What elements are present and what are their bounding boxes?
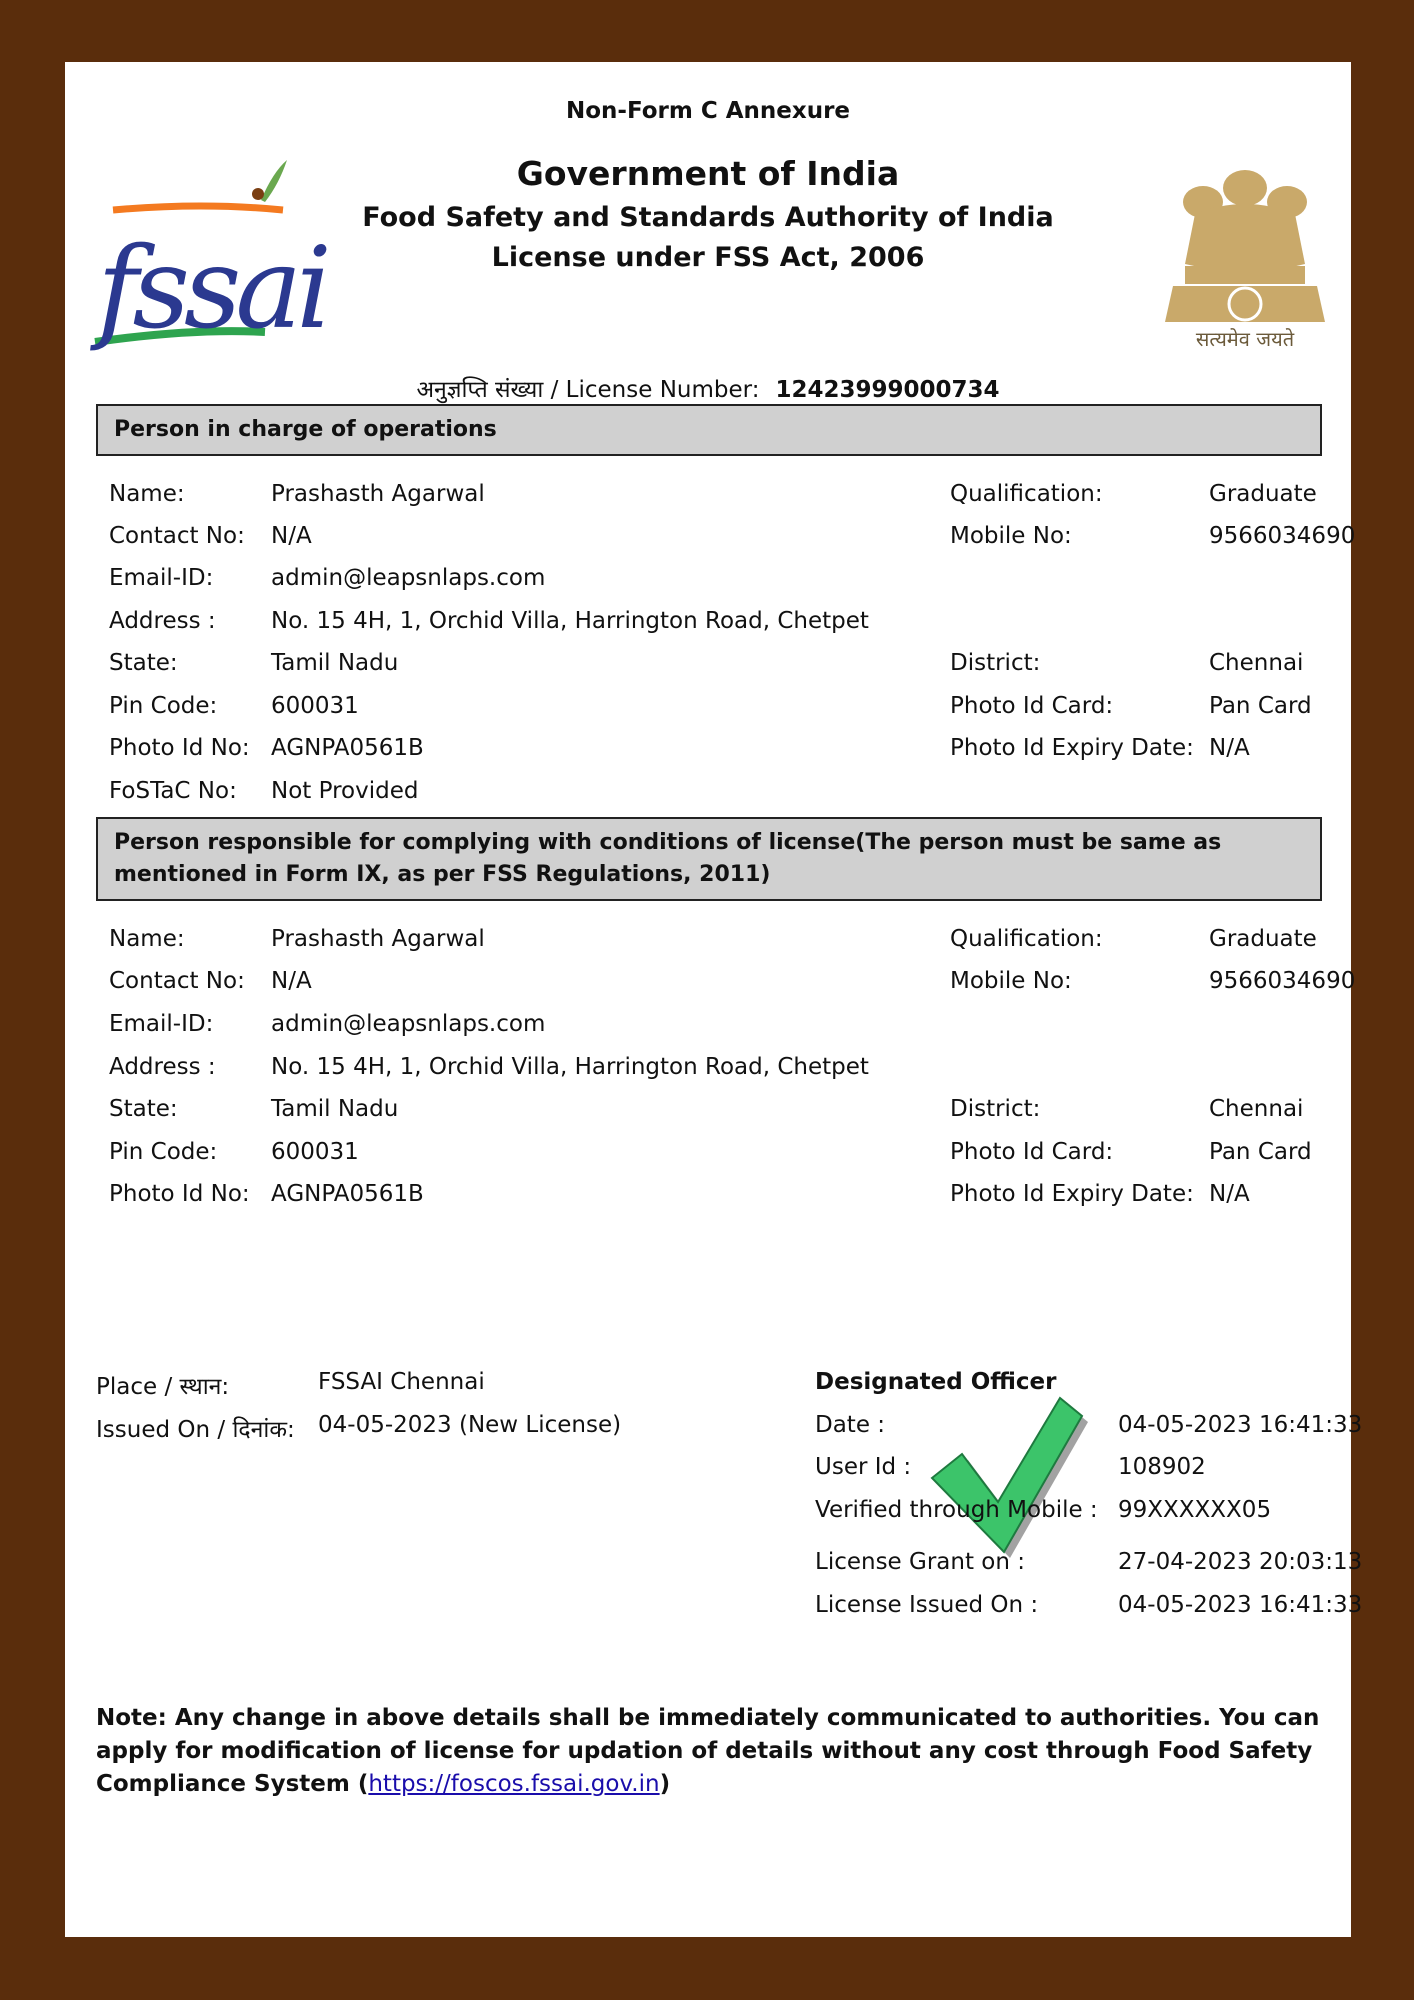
resp-photo-expiry-label: Photo Id Expiry Date: (950, 1181, 1194, 1207)
op-state-label: State: (109, 650, 178, 676)
officer-grant-label: License Grant on : (815, 1549, 1026, 1575)
issued-on-value: 04-05-2023 (New License) (318, 1412, 622, 1438)
op-address: No. 15 4H, 1, Orchid Villa, Harrington Road, Chetpet (271, 608, 869, 634)
op-pin: 600031 (271, 693, 359, 719)
op-contact-label: Contact No: (109, 523, 245, 549)
resp-email: admin@leapsnlaps.com (271, 1011, 546, 1037)
resp-contact: N/A (271, 968, 312, 994)
op-address-label: Address : (109, 608, 216, 634)
resp-pin: 600031 (271, 1139, 359, 1165)
resp-photo-card: Pan Card (1209, 1139, 1312, 1165)
officer-verified-label: Verified through Mobile : (815, 1497, 1098, 1523)
op-pin-label: Pin Code: (109, 693, 218, 719)
resp-photo-no: AGNPA0561B (271, 1181, 424, 1207)
act-title: License under FSS Act, 2006 (491, 242, 925, 273)
op-photo-expiry-label: Photo Id Expiry Date: (950, 735, 1194, 761)
op-fostac-label: FoSTaC No: (109, 778, 237, 804)
section-responsible-header: Person responsible for complying with conditions of license(The person must be same as mentioned in Form IX, as per FSS Regulations, 2011) (96, 817, 1322, 901)
resp-state: Tamil Nadu (271, 1096, 399, 1122)
op-state: Tamil Nadu (271, 650, 399, 676)
place-label: Place / स्थान: (96, 1374, 230, 1400)
officer-date: 04-05-2023 16:41:33 (1118, 1412, 1363, 1438)
op-district: Chennai (1209, 650, 1304, 676)
resp-email-label: Email-ID: (109, 1011, 214, 1037)
foscos-link[interactable]: https://foscos.fssai.gov.in (368, 1771, 660, 1797)
resp-state-label: State: (109, 1096, 178, 1122)
note-paragraph (96, 1702, 1326, 1801)
resp-mobile-label: Mobile No: (950, 968, 1072, 994)
emblem-base (1165, 286, 1325, 322)
officer-user-label: User Id : (815, 1454, 912, 1480)
op-district-label: District: (950, 650, 1041, 676)
place-value: FSSAI Chennai (318, 1369, 485, 1395)
resp-photo-card-label: Photo Id Card: (950, 1139, 1114, 1165)
resp-photo-no-label: Photo Id No: (109, 1181, 250, 1207)
resp-qualification: Graduate (1209, 926, 1317, 952)
resp-district: Chennai (1209, 1096, 1304, 1122)
officer-issued: 04-05-2023 16:41:33 (1118, 1592, 1363, 1618)
op-qualification: Graduate (1209, 481, 1317, 507)
note-close: ) (659, 1771, 671, 1797)
section-operations-header: Person in charge of operations (96, 404, 1322, 456)
op-contact: N/A (271, 523, 312, 549)
op-fostac: Not Provided (271, 778, 419, 804)
resp-address: No. 15 4H, 1, Orchid Villa, Harrington Road, Chetpet (271, 1054, 869, 1080)
note-text: Note: Any change in above details shall be immediately communicated to authorities. You can apply for modification of license for updation of details without any cost through Food Safety Compliance System ( (96, 1705, 1320, 1797)
annexure-title: Non-Form C Annexure (565, 98, 851, 124)
resp-district-label: District: (950, 1096, 1041, 1122)
government-title: Government of India (516, 154, 900, 193)
op-qualification-label: Qualification: (950, 481, 1103, 507)
op-photo-no-label: Photo Id No: (109, 735, 250, 761)
license-number-line (65, 372, 1351, 404)
emblem-motto: सत्यमेव जयते (1195, 327, 1295, 351)
resp-name: Prashasth Agarwal (271, 926, 485, 952)
license-number: 12423999000734 (775, 377, 1000, 403)
op-mobile-label: Mobile No: (950, 523, 1072, 549)
officer-user: 108902 (1118, 1454, 1206, 1480)
verified-check-icon (920, 1392, 1080, 1562)
op-mobile: 9566034690 (1209, 523, 1356, 549)
resp-contact-label: Contact No: (109, 968, 245, 994)
officer-grant: 27-04-2023 20:03:13 (1118, 1549, 1363, 1575)
op-email: admin@leapsnlaps.com (271, 565, 546, 591)
officer-verified: 99XXXXXX05 (1118, 1497, 1272, 1523)
officer-issued-label: License Issued On : (815, 1592, 1039, 1618)
license-page (65, 62, 1363, 1937)
op-name-label: Name: (109, 481, 185, 507)
authority-title: Food Safety and Standards Authority of India (362, 202, 1054, 233)
issued-on-label: Issued On / दिनांक: (96, 1417, 295, 1443)
resp-qualification-label: Qualification: (950, 926, 1103, 952)
resp-mobile: 9566034690 (1209, 968, 1356, 994)
resp-pin-label: Pin Code: (109, 1139, 218, 1165)
op-photo-card-label: Photo Id Card: (950, 693, 1114, 719)
officer-title: Designated Officer (815, 1369, 1057, 1395)
op-photo-no: AGNPA0561B (271, 735, 424, 761)
logo-text: fssai (97, 224, 326, 354)
resp-name-label: Name: (109, 926, 185, 952)
officer-date-label: Date : (815, 1412, 886, 1438)
license-number-label: अनुज्ञप्ति संख्या / License Number: (416, 377, 760, 403)
op-email-label: Email-ID: (109, 565, 214, 591)
op-name: Prashasth Agarwal (271, 481, 485, 507)
op-photo-card: Pan Card (1209, 693, 1312, 719)
resp-photo-expiry: N/A (1209, 1181, 1250, 1207)
op-photo-expiry: N/A (1209, 735, 1250, 761)
resp-address-label: Address : (109, 1054, 216, 1080)
